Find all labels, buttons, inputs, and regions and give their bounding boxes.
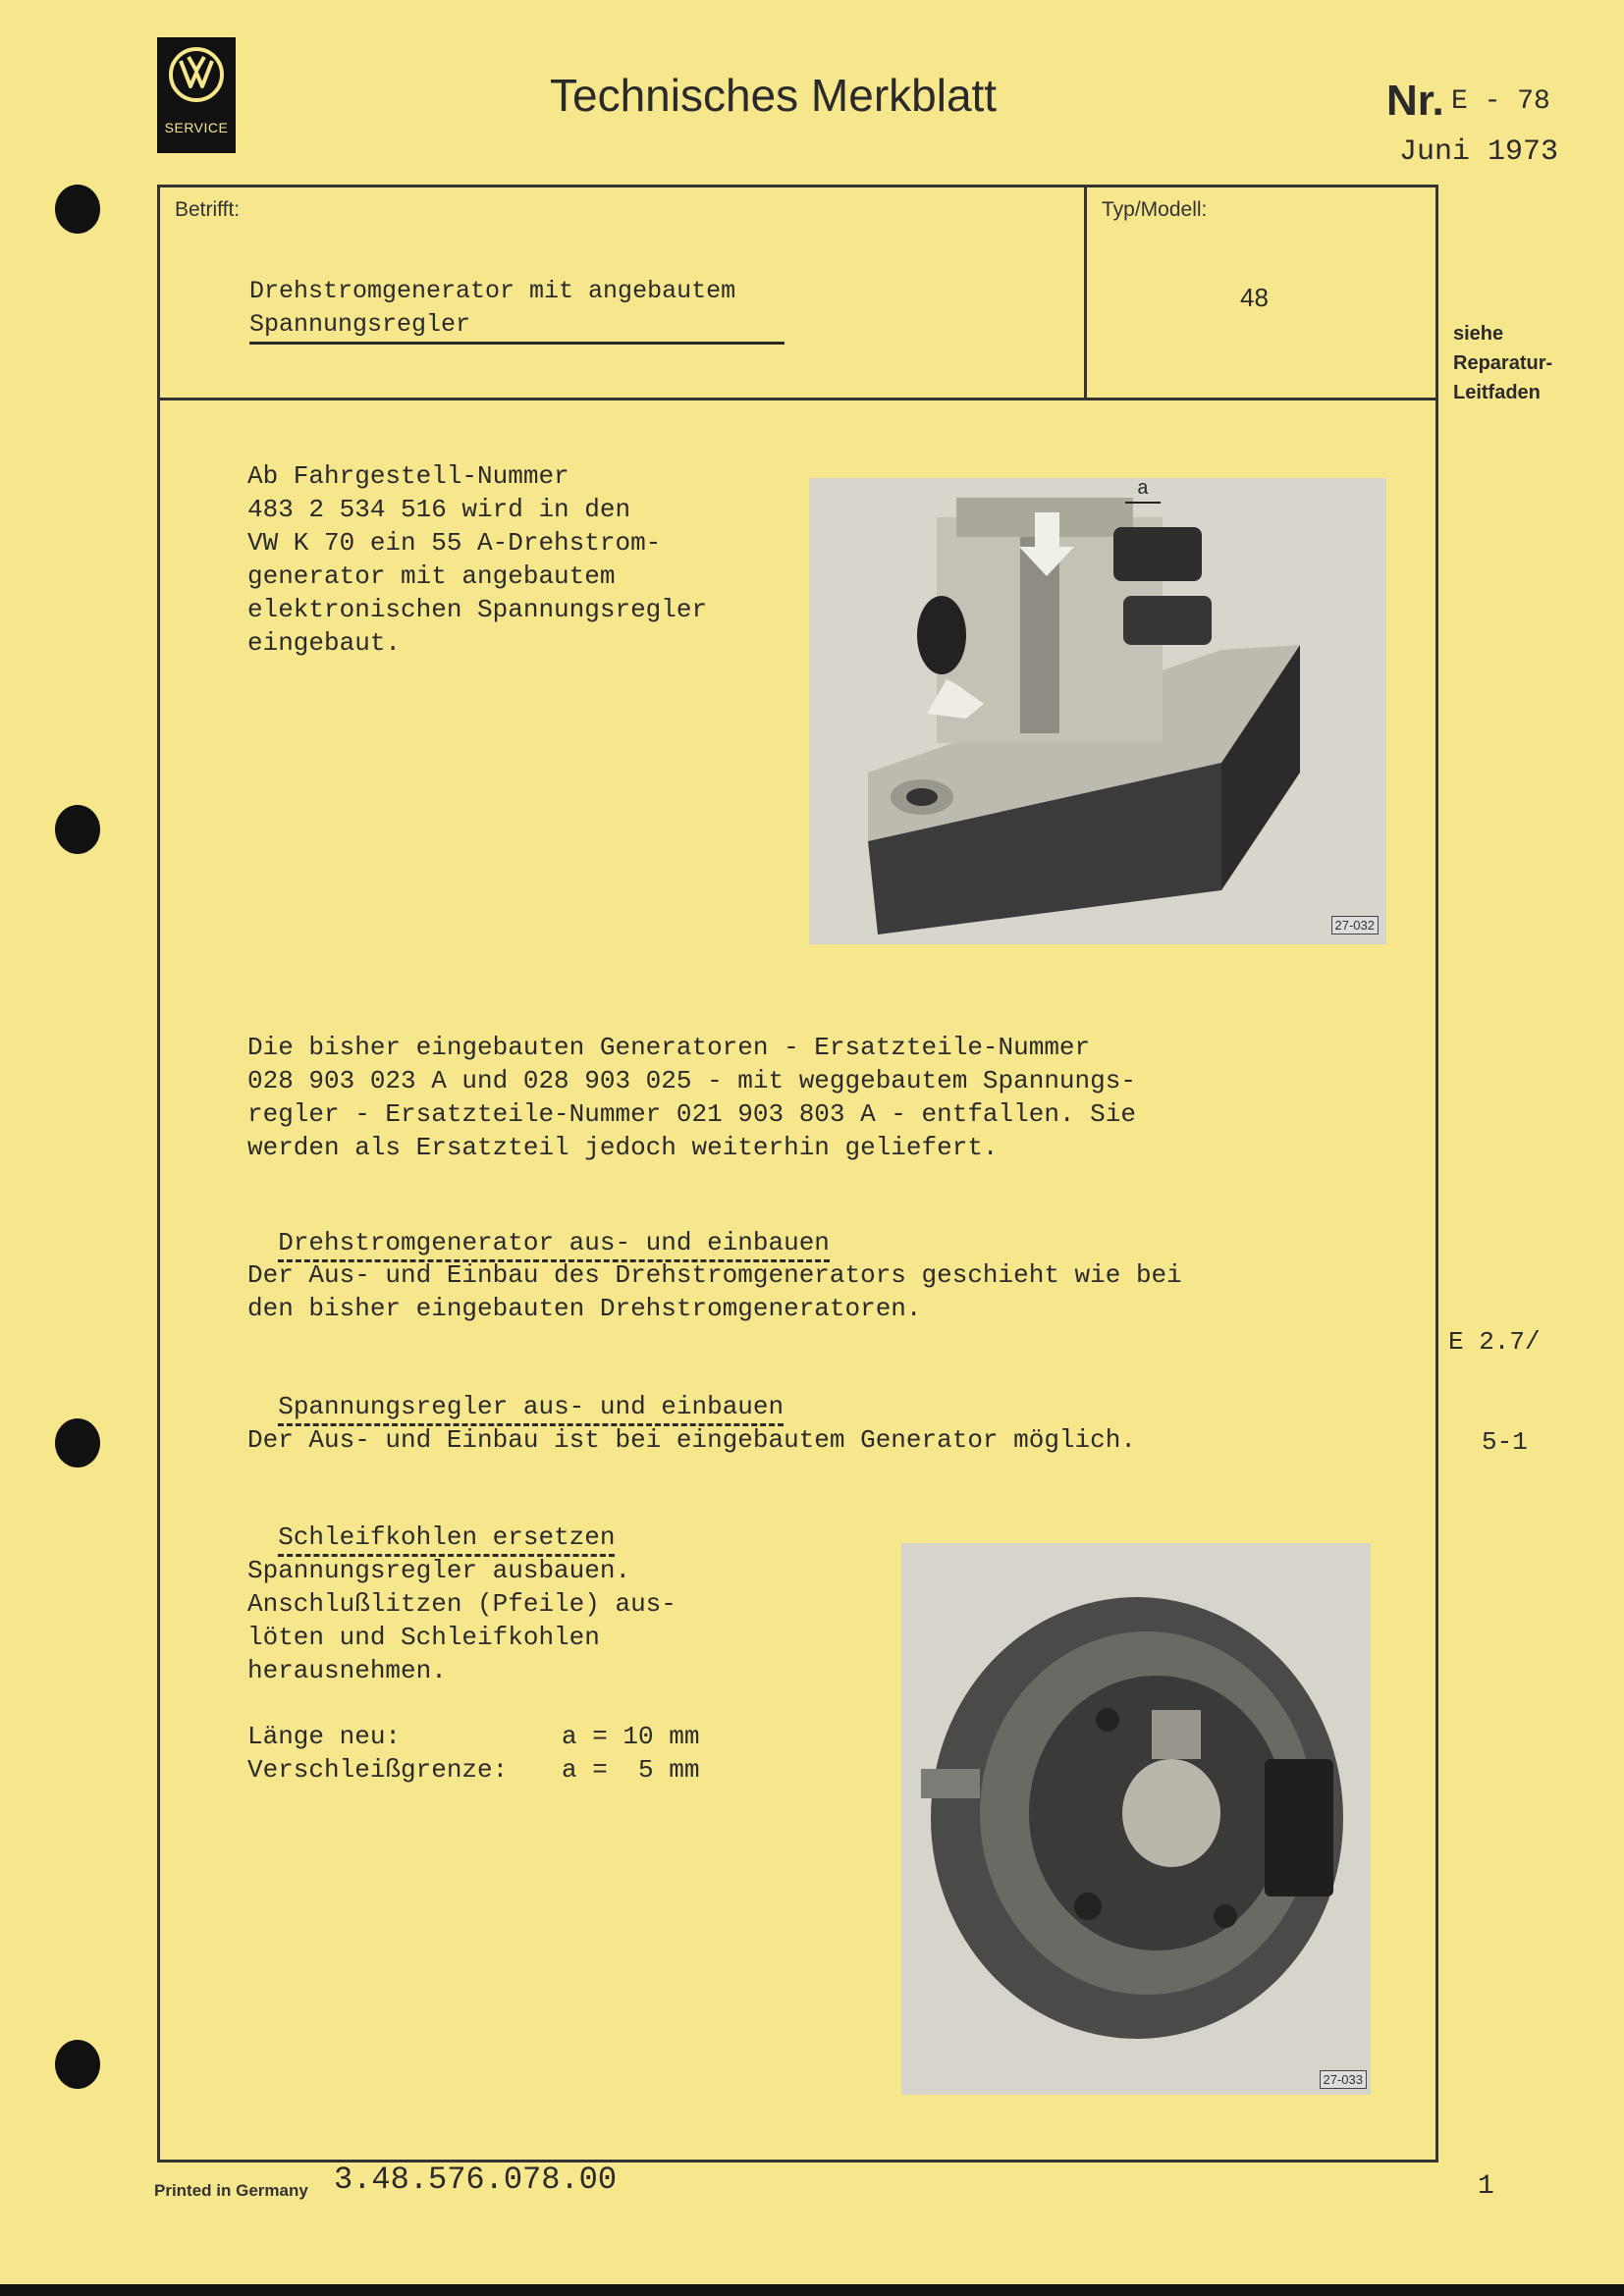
regulator-photo [809, 478, 1386, 944]
reparatur-note [1453, 319, 1552, 407]
regulator-illustration [809, 478, 1386, 944]
reparatur-note-line: Leitfaden [1453, 382, 1541, 403]
subject-line-underlined [249, 308, 785, 345]
generator-illustration [901, 1543, 1371, 2095]
dimension-label: a [1137, 478, 1150, 501]
page-title: Technisches Merkblatt [550, 70, 998, 121]
figure-tag: 27-032 [1331, 916, 1379, 934]
subject-line: Spannungsregler [249, 310, 471, 339]
betrifft-label: Betrifft: [175, 198, 241, 221]
subject-line: Drehstromgenerator mit angebautem [249, 277, 736, 305]
punch-hole [55, 1418, 100, 1468]
section-heading-text: Schleifkohlen ersetzen [278, 1522, 615, 1557]
typ-value: 48 [1240, 283, 1269, 312]
wear-limit-label: Verschleißgrenze: [247, 1755, 509, 1785]
length-new-label: Länge neu: [247, 1722, 402, 1751]
document-code: 3.48.576.078.00 [334, 2162, 618, 2198]
subject [249, 275, 785, 345]
page-number: 1 [1478, 2171, 1494, 2202]
section-heading-text: Drehstromgenerator aus- und einbauen [278, 1228, 830, 1262]
previous-generators-paragraph: Die bisher eingebauten Generatoren - Ersatzteile-Nummer 028 903 023 A und 028 903 025 - mit weggebautem Spannungs- regler - Ersatzteile-Nummer 021 903 803 A - entfallen. Sie werden als Ersatzteil jedoch weiterhin geliefert. [247, 1033, 1136, 1162]
figure-tag: 27-033 [1320, 2070, 1367, 2089]
divider [157, 398, 1438, 400]
scan-edge [0, 2284, 1624, 2296]
generator-photo [901, 1543, 1371, 2095]
reparatur-note-line: siehe [1453, 323, 1504, 345]
repair-reference [1448, 1258, 1541, 1492]
nr-label: Nr. [1386, 77, 1444, 125]
wear-limit-value: a = 5 mm [562, 1755, 700, 1785]
issue-date: Juni 1973 [1399, 135, 1559, 169]
section-heading [247, 1193, 830, 1259]
section-heading [247, 1357, 784, 1423]
repair-reference-line: 5-1 [1482, 1427, 1528, 1457]
regler-paragraph: Der Aus- und Einbau ist bei eingebautem Generator möglich. [247, 1425, 1136, 1455]
intro-paragraph: Ab Fahrgestell-Nummer 483 2 534 516 wird in den VW K 70 ein 55 A-Drehstrom- generator mit angebautem elektronischen Spannungsregler eingebaut. [247, 461, 708, 658]
punch-hole [55, 185, 100, 234]
section-heading-text: Spannungsregler aus- und einbauen [278, 1392, 784, 1426]
length-new-value: a = 10 mm [562, 1722, 700, 1751]
section-heading [247, 1487, 615, 1554]
kohlen-paragraph: Spannungsregler ausbauen. Anschlußlitzen (Pfeile) aus- löten und Schleifkohlen herausnehmen. [247, 1556, 677, 1685]
nr-value: E - 78 [1451, 86, 1550, 117]
reparatur-note-line: Reparatur- [1453, 352, 1553, 374]
punch-hole [55, 805, 100, 854]
vw-service-logo [157, 37, 236, 153]
punch-hole [55, 2040, 100, 2089]
printed-in-label: Printed in Germany [154, 2181, 308, 2200]
typ-label: Typ/Modell: [1102, 198, 1208, 221]
repair-reference-line: E 2.7/ [1448, 1327, 1541, 1357]
generator-paragraph: Der Aus- und Einbau des Drehstromgenerators geschieht wie bei den bisher eingebauten Drehstromgeneratoren. [247, 1260, 1182, 1323]
divider [1084, 185, 1087, 400]
vw-emblem-icon [167, 45, 226, 104]
logo-text: SERVICE [164, 120, 229, 135]
